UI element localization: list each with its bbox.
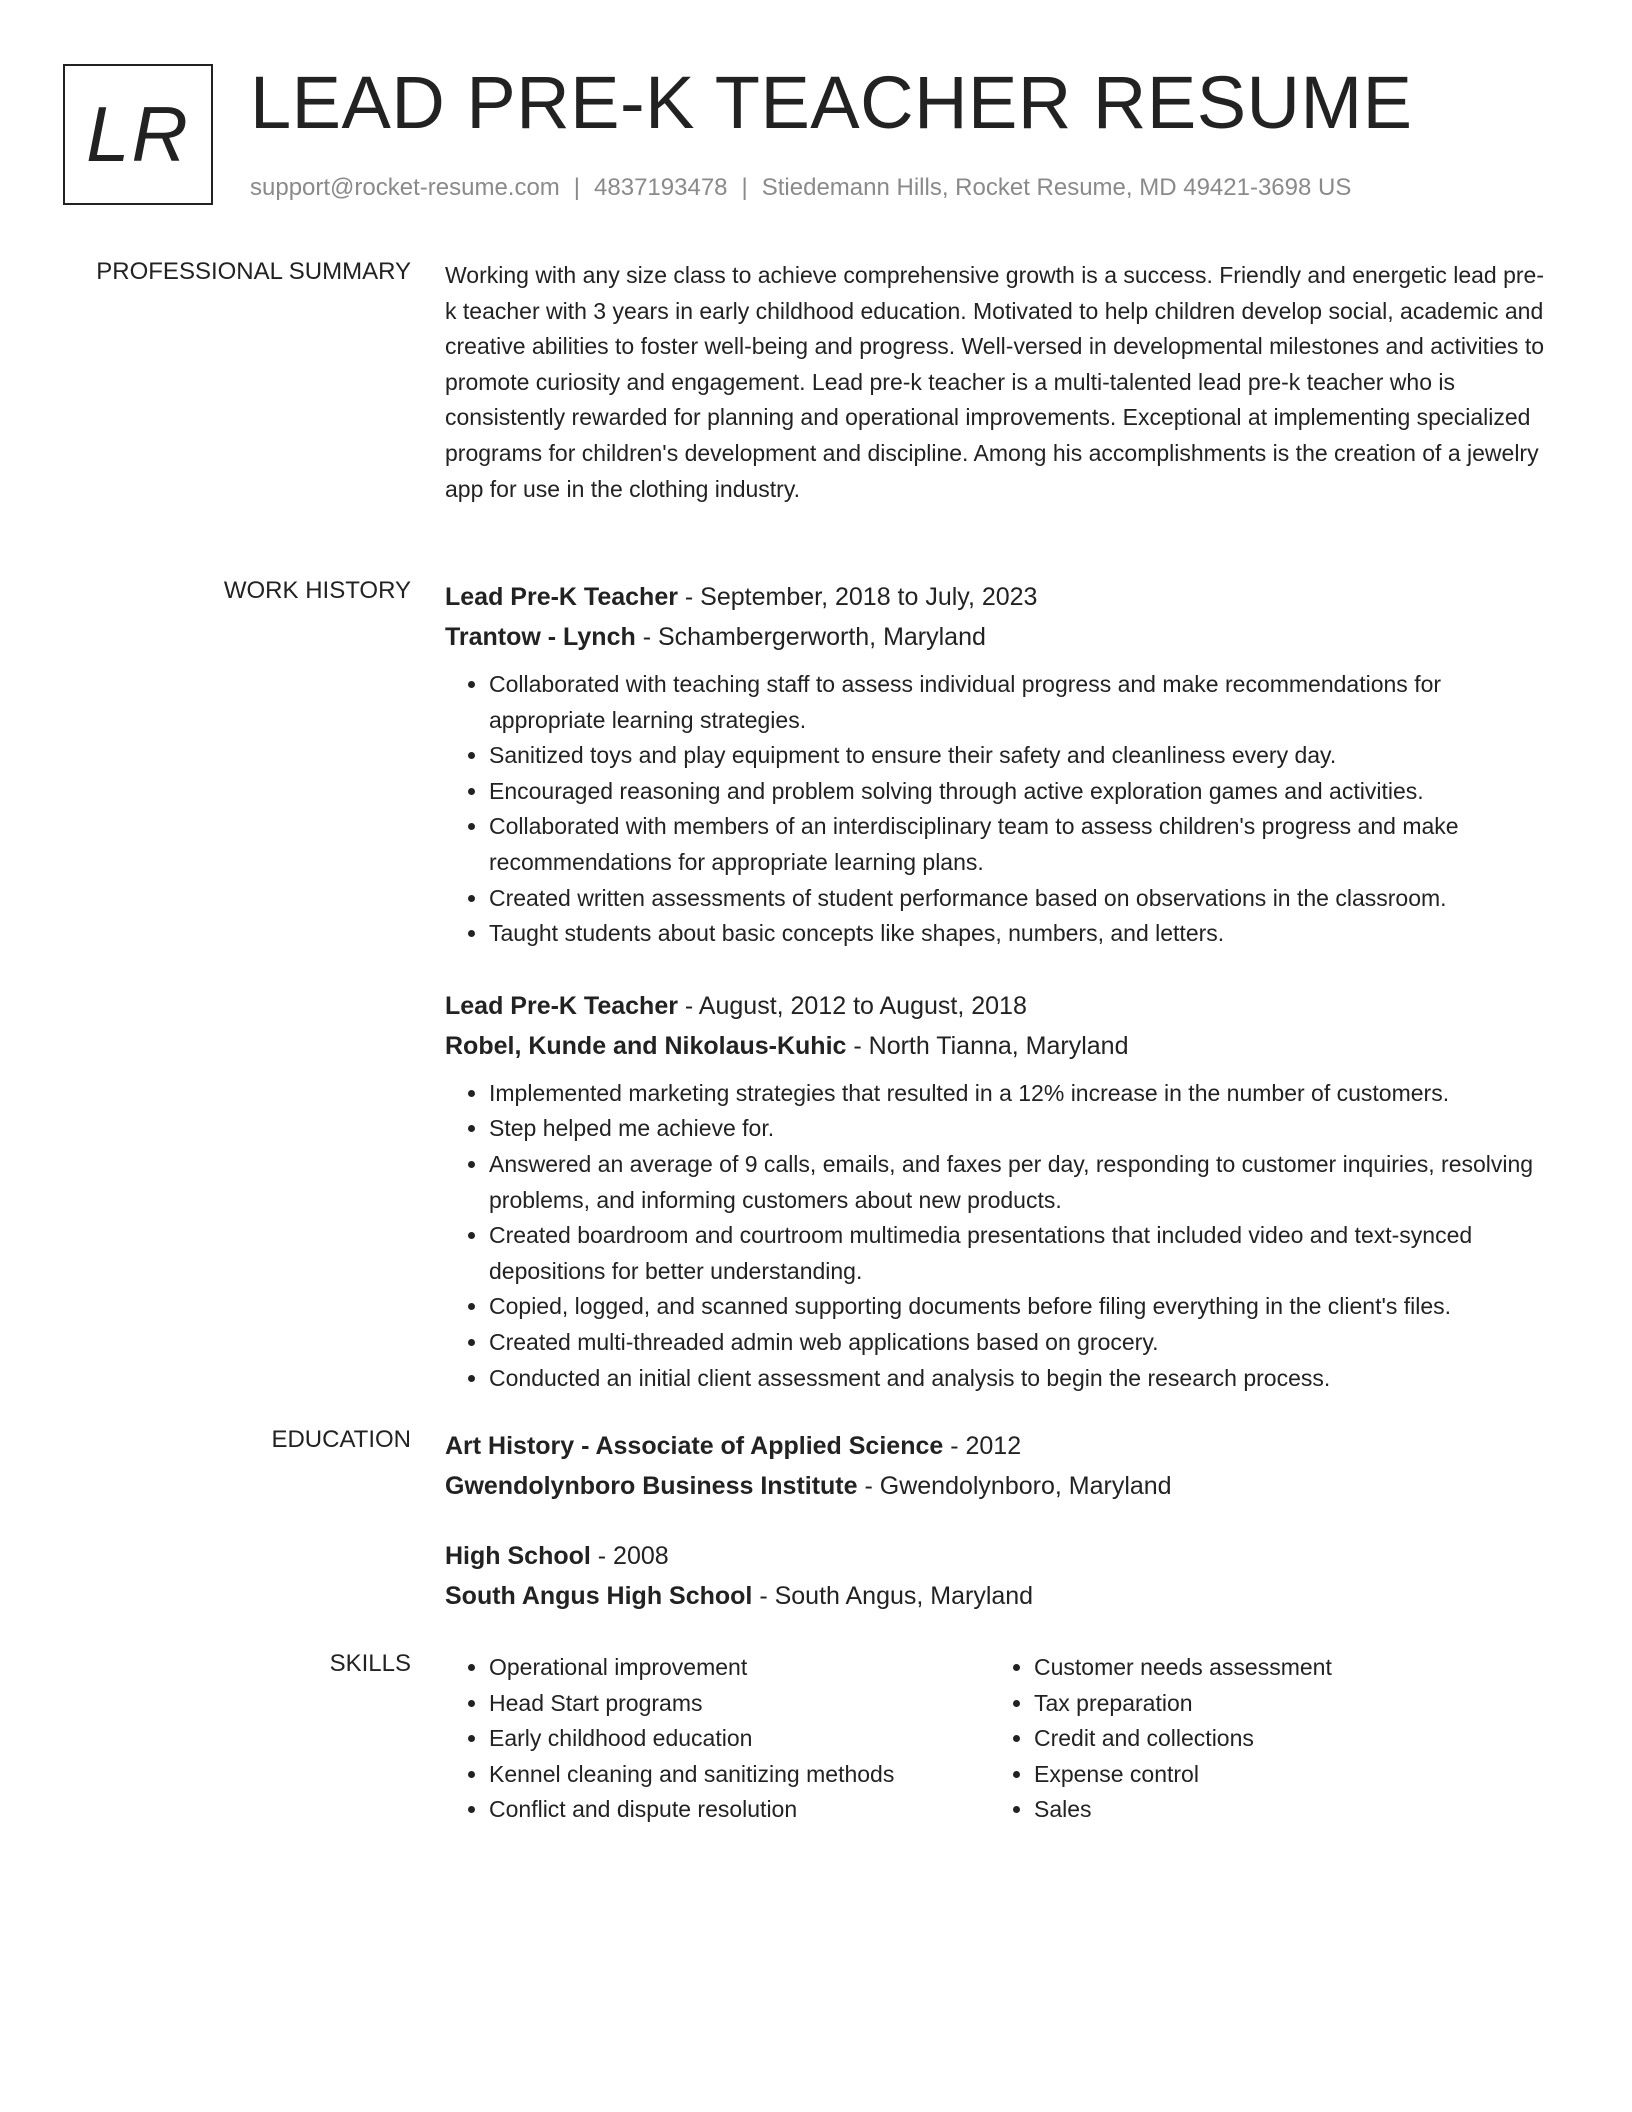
list-item: • Early childhood education — [489, 1721, 894, 1757]
list-item: • Customer needs assessment — [1034, 1650, 1332, 1686]
list-item: • Kennel cleaning and sanitizing methods — [489, 1757, 894, 1793]
list-item: • Credit and collections — [1034, 1721, 1332, 1757]
monogram-logo: LR — [63, 64, 213, 205]
list-item: • Tax preparation — [1034, 1686, 1332, 1722]
education-school: Gwendolynboro Business Institute — [445, 1472, 858, 1500]
section-label-work-history: WORK HISTORY — [223, 577, 411, 604]
summary-text: Working with any size class to achieve comprehensive growth is a success. Friendly and energetic lead pre-k teacher with 3 years in early childhood education. Motivated to help children develop social, academic and creative abilities to foster well-being and progress. Well-versed in developmental milestones and activities to promote curiosity and engagement. Lead pre-k teacher is a multi-talented lead pre-k teacher who is consistently rewarded for planning and operational improvements. Exceptional at implementing specialized programs for children's development and discipline. Among his accomplishments is the creation of a jewelry app for use in the clothing industry. — [445, 262, 1545, 502]
list-item: • Expense control — [1034, 1757, 1332, 1793]
job-bullets — [445, 1076, 1555, 1396]
job-title-line — [445, 577, 1555, 617]
job-dates: - September, 2018 to July, 2023 — [677, 583, 1038, 611]
education-degree: High School — [445, 1542, 591, 1570]
education-degree: Art History - Associate of Applied Science — [445, 1432, 944, 1460]
list-item: • Operational improvement — [489, 1650, 894, 1686]
education-school: South Angus High School — [445, 1582, 753, 1610]
list-item: • Created written assessments of student performance based on observations in the classroom. — [489, 881, 1555, 917]
job-title: Lead Pre-K Teacher — [445, 583, 678, 611]
job-company: Trantow - Lynch — [445, 623, 636, 651]
education-school-line — [445, 1466, 1555, 1506]
list-item: • Step helped me achieve for. — [489, 1111, 1555, 1147]
education-entry — [445, 1536, 1555, 1616]
resume-header — [63, 61, 1563, 214]
list-item: • Conflict and dispute resolution — [489, 1792, 894, 1828]
contact-line — [250, 174, 1351, 202]
list-item: • Answered an average of 9 calls, emails, and faxes per day, responding to customer inquiries, resolving problems, and informing customers about new products. — [489, 1147, 1555, 1218]
contact-phone[interactable]: 4837193478 — [594, 174, 728, 201]
list-item: • Sales — [1034, 1792, 1332, 1828]
education-degree-line — [445, 1536, 1555, 1576]
education-school-line — [445, 1576, 1555, 1616]
job-dates: - August, 2012 to August, 2018 — [677, 991, 1027, 1020]
skills-list-right — [990, 1650, 1332, 1828]
page-title: LEAD PRE-K TEACHER RESUME — [250, 61, 1413, 144]
education-year: - 2008 — [590, 1542, 669, 1570]
list-item: • Encouraged reasoning and problem solving through active exploration games and activities. — [489, 774, 1555, 810]
job-location: - North Tianna, Maryland — [846, 1031, 1129, 1060]
work-history-body — [445, 577, 1555, 1396]
list-item: • Head Start programs — [489, 1686, 894, 1722]
job-company-line — [445, 617, 1555, 657]
list-item: • Collaborated with teaching staff to assess individual progress and make recommendations for appropriate learning strategies. — [489, 667, 1555, 738]
list-item: • Collaborated with members of an interdisciplinary team to assess children's progress and make recommendations for appropriate learning plans. — [489, 809, 1555, 880]
skills-list-left — [445, 1650, 894, 1828]
job-entry — [445, 577, 1555, 952]
section-label-education: EDUCATION — [271, 1426, 411, 1453]
section-label-skills: SKILLS — [329, 1650, 411, 1677]
contact-separator: | — [741, 174, 748, 201]
list-item: • Created multi-threaded admin web applications based on grocery. — [489, 1325, 1555, 1361]
contact-separator: | — [573, 174, 581, 201]
contact-address: Stiedemann Hills, Rocket Resume, MD 49421-3698 US — [761, 174, 1352, 201]
job-title: Lead Pre-K Teacher — [445, 991, 678, 1020]
list-item: • Implemented marketing strategies that resulted in a 12% increase in the number of customers. — [489, 1076, 1555, 1112]
section-label-summary: PROFESSIONAL SUMMARY — [96, 258, 411, 285]
education-body — [445, 1426, 1555, 1616]
list-item: • Sanitized toys and play equipment to ensure their safety and cleanliness every day. — [489, 738, 1555, 774]
summary-body — [445, 258, 1555, 507]
job-location: - Schambergerworth, Maryland — [635, 623, 986, 651]
job-company: Robel, Kunde and Nikolaus-Kuhic — [445, 1031, 847, 1060]
education-location: - South Angus, Maryland — [752, 1582, 1034, 1610]
education-year: - 2012 — [943, 1432, 1022, 1460]
education-entry — [445, 1426, 1555, 1506]
list-item: • Taught students about basic concepts like shapes, numbers, and letters. — [489, 916, 1555, 952]
job-entry — [445, 986, 1555, 1396]
list-item: • Conducted an initial client assessment and analysis to begin the research process. — [489, 1361, 1555, 1397]
contact-email[interactable]: support@rocket-resume.com — [250, 174, 560, 201]
job-bullets — [445, 667, 1555, 952]
job-title-line — [445, 986, 1555, 1026]
education-degree-line — [445, 1426, 1555, 1466]
education-location: - Gwendolynboro, Maryland — [857, 1472, 1172, 1500]
job-company-line — [445, 1026, 1555, 1066]
list-item: • Created boardroom and courtroom multimedia presentations that included video and text-synced depositions for better understanding. — [489, 1218, 1555, 1289]
list-item: • Copied, logged, and scanned supporting documents before filing everything in the client's files. — [489, 1289, 1555, 1325]
